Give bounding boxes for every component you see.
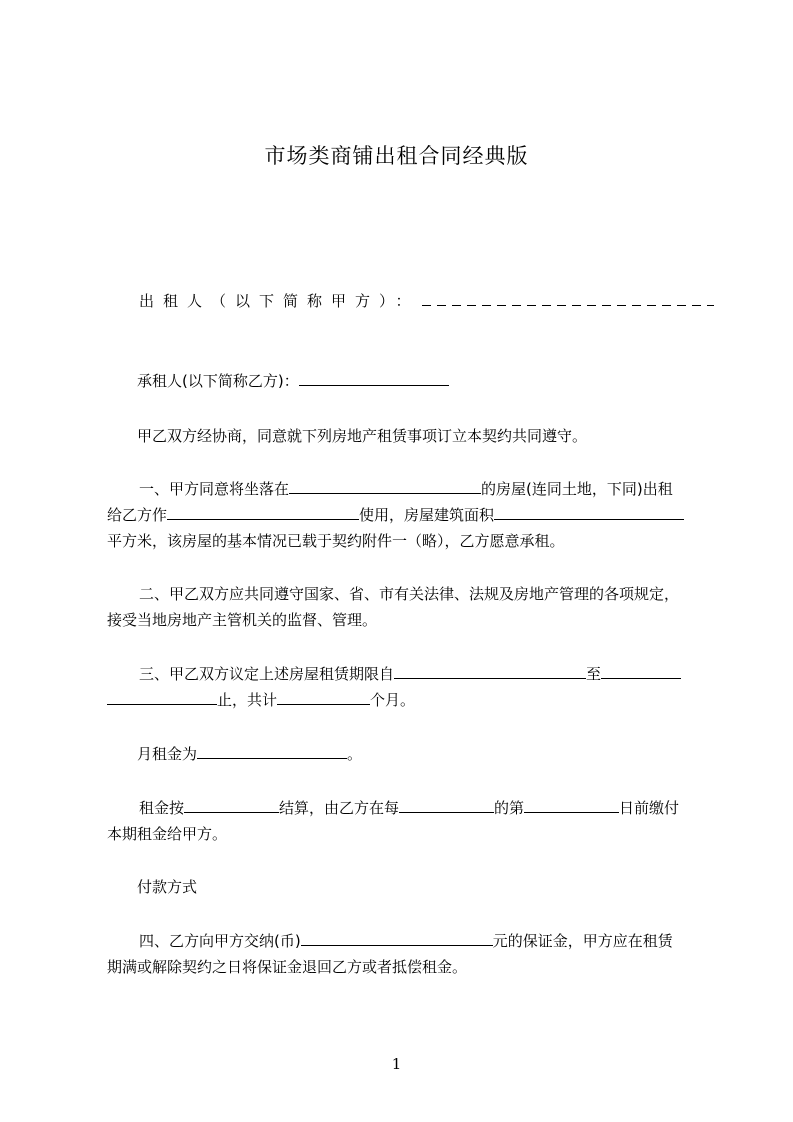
building-area-blank[interactable] [494,504,684,520]
clause3-text-b: 至 [586,665,602,683]
clause1-line2 [107,504,684,526]
clause3-text-d: 个月。 [370,691,416,709]
monthly-rent-blank[interactable] [197,743,347,759]
lessor-blank[interactable] [422,292,714,306]
settlement-period-blank[interactable] [184,797,279,813]
lessee-blank[interactable] [299,370,449,386]
property-location-blank[interactable] [289,478,481,494]
clause4-line2: 期满或解除契约之日将保证金退回乙方或者抵偿租金。 [107,958,468,976]
clause3-text-c: 止，共计 [217,691,278,709]
clause4-text-b: 元的保证金，甲方应在租赁 [492,932,673,950]
clause2-line2: 接受当地房地产主管机关的监督、管理。 [107,611,378,629]
rent-text-b: 。 [347,745,363,763]
payment-day-blank[interactable] [524,797,619,813]
payment-method-heading: 付款方式 [137,878,198,896]
clause1-text-b: 的房屋(连同土地，下同)出租 [481,480,673,498]
lessee-line [137,370,449,392]
clause3-line2 [107,689,415,711]
page-number: 1 [391,1055,402,1073]
lessee-label: 承租人(以下简称乙方)： [137,372,299,390]
deposit-amount-blank[interactable] [301,930,493,946]
clause1-line3: 平方米，该房屋的基本情况已载于契约附件一（略），乙方愿意承租。 [107,532,565,550]
payment-text-b: 结算，由乙方在每 [279,799,400,817]
payment-text-c: 的第 [494,799,525,817]
payment-line2: 本期租金给甲方。 [107,825,228,843]
lease-start-blank[interactable] [394,663,586,679]
clause3-line1 [139,663,681,685]
clause1-text-a: 一、甲方同意将坐落在 [139,480,290,498]
intro-paragraph: 甲乙双方经协商，同意就下列房地产租赁事项订立本契约共同遵守。 [137,427,588,445]
property-use-blank[interactable] [167,504,359,520]
clause1-text-d: 使用，房屋建筑面积 [359,506,495,524]
lease-end-blank-continued[interactable] [107,689,217,705]
lease-end-blank[interactable] [601,663,681,679]
payment-line1 [139,797,679,819]
payment-period-blank[interactable] [399,797,494,813]
clause1-line1 [139,478,673,500]
lessor-label: 出租人（以下简称甲方）： [139,292,420,310]
clause3-text-a: 三、甲乙双方议定上述房屋租赁期限自 [139,665,395,683]
clause4-text-a: 四、乙方向甲方交纳(币) [139,932,301,950]
clause4-line1 [139,930,673,952]
clause2-line1: 二、甲乙双方应共同遵守国家、省、市有关法律、法规及房地产管理的各项规定， [139,585,680,603]
document-title: 市场类商铺出租合同经典版 [264,144,529,168]
clause1-text-c: 给乙方作 [107,506,168,524]
payment-text-d: 日前缴付 [619,799,680,817]
lease-months-blank[interactable] [277,689,370,705]
rent-text-a: 月租金为 [137,745,198,763]
payment-text-a: 租金按 [139,799,185,817]
rent-line [137,743,362,765]
lessor-line [139,290,714,312]
